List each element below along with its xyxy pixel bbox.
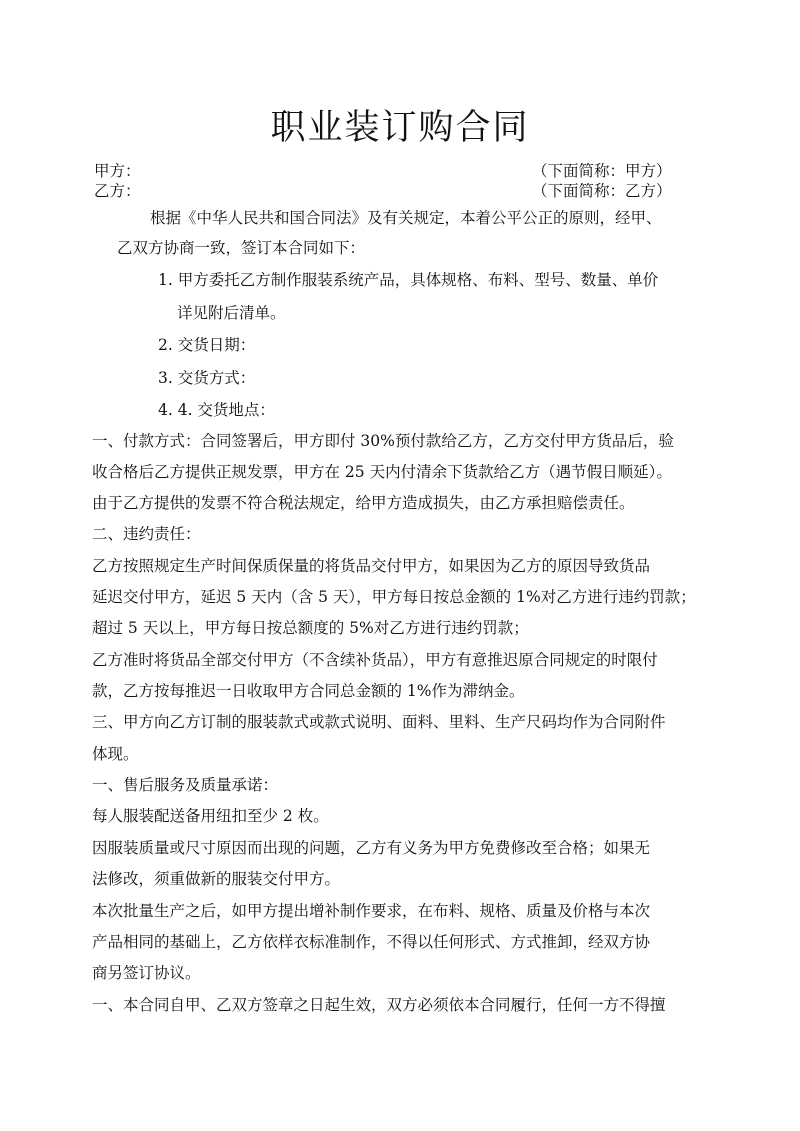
service-heading: 一、售后服务及质量承诺： (92, 776, 279, 794)
intro-line-1: 根据《中华人民共和国合同法》及有关规定，本着公平公正的原则，经甲、 (150, 209, 662, 227)
party-a-alias: （下面简称：甲方） (532, 162, 672, 180)
service-line-1: 每人服装配送备用纽扣至少 2 枚。 (92, 807, 329, 825)
service-line-6: 商另签订协议。 (92, 964, 201, 982)
service-line-3: 法修改，须重做新的服装交付甲方。 (92, 870, 341, 888)
breach-line-4: 乙方准时将货品全部交付甲方（不含续补货品），甲方有意推迟原合同规定的时限付 (92, 651, 658, 669)
intro-line-2: 乙双方协商一致，签订本合同如下： (117, 239, 366, 257)
service-line-2: 因服装质量或尺寸原因而出现的问题，乙方有义务为甲方免费修改至合格；如果无 (92, 839, 651, 857)
clause-2: 2. 交货日期： (158, 336, 256, 354)
clause-4: 4. 4. 交货地点： (158, 401, 275, 419)
breach-line-5: 款，乙方按每推迟一日收取甲方合同总金额的 1%作为滞纳金。 (92, 682, 525, 700)
breach-heading: 二、违约责任： (92, 525, 201, 543)
clause-3: 3. 交货方式： (158, 369, 256, 387)
breach-line-3: 超过 5 天以上，甲方每日按总额度的 5%对乙方进行违约罚款； (92, 619, 529, 637)
party-b-label: 乙方： (94, 182, 141, 200)
effective-line-1: 一、本合同自甲、乙双方签章之日起生效，双方必须依本合同履行，任何一方不得擅 (92, 996, 666, 1014)
payment-line-1: 一、付款方式：合同签署后，甲方即付 30%预付款给乙方，乙方交付甲方货品后，验 (92, 432, 674, 450)
party-a-label: 甲方： (94, 162, 141, 180)
payment-line-3: 由于乙方提供的发票不符合税法规定，给甲方造成损失，由乙方承担赔偿责任。 (92, 494, 635, 512)
service-line-4: 本次批量生产之后，如甲方提出增补制作要求，在布料、规格、质量及价格与本次 (92, 902, 651, 920)
attachment-line-2: 体现。 (92, 745, 139, 763)
attachment-line-1: 三、甲方向乙方订制的服装款式或款式说明、面料、里料、生产尺码均作为合同附件 (92, 713, 666, 731)
clause-1-line-2: 详见附后清单。 (177, 304, 286, 322)
clause-1-line-1: 1. 甲方委托乙方制作服装系统产品，具体规格、布料、型号、数量、单价 (158, 271, 659, 289)
service-line-5: 产品相同的基础上，乙方依样衣标准制作，不得以任何形式、方式推卸，经双方协 (92, 933, 651, 951)
breach-line-2: 延迟交付甲方，延迟 5 天内（含 5 天），甲方每日按总金额的 1%对乙方进行违约罚款； (92, 588, 696, 606)
breach-line-1: 乙方按照规定生产时间保质保量的将货品交付甲方，如果因为乙方的原因导致货品 (92, 557, 651, 575)
document-title: 职业装订购合同 (270, 108, 530, 148)
payment-line-2: 收合格后乙方提供正规发票，甲方在 25 天内付清余下货款给乙方（遇节假日顺延）。 (92, 463, 672, 481)
party-b-alias: （下面简称：乙方） (532, 182, 672, 200)
